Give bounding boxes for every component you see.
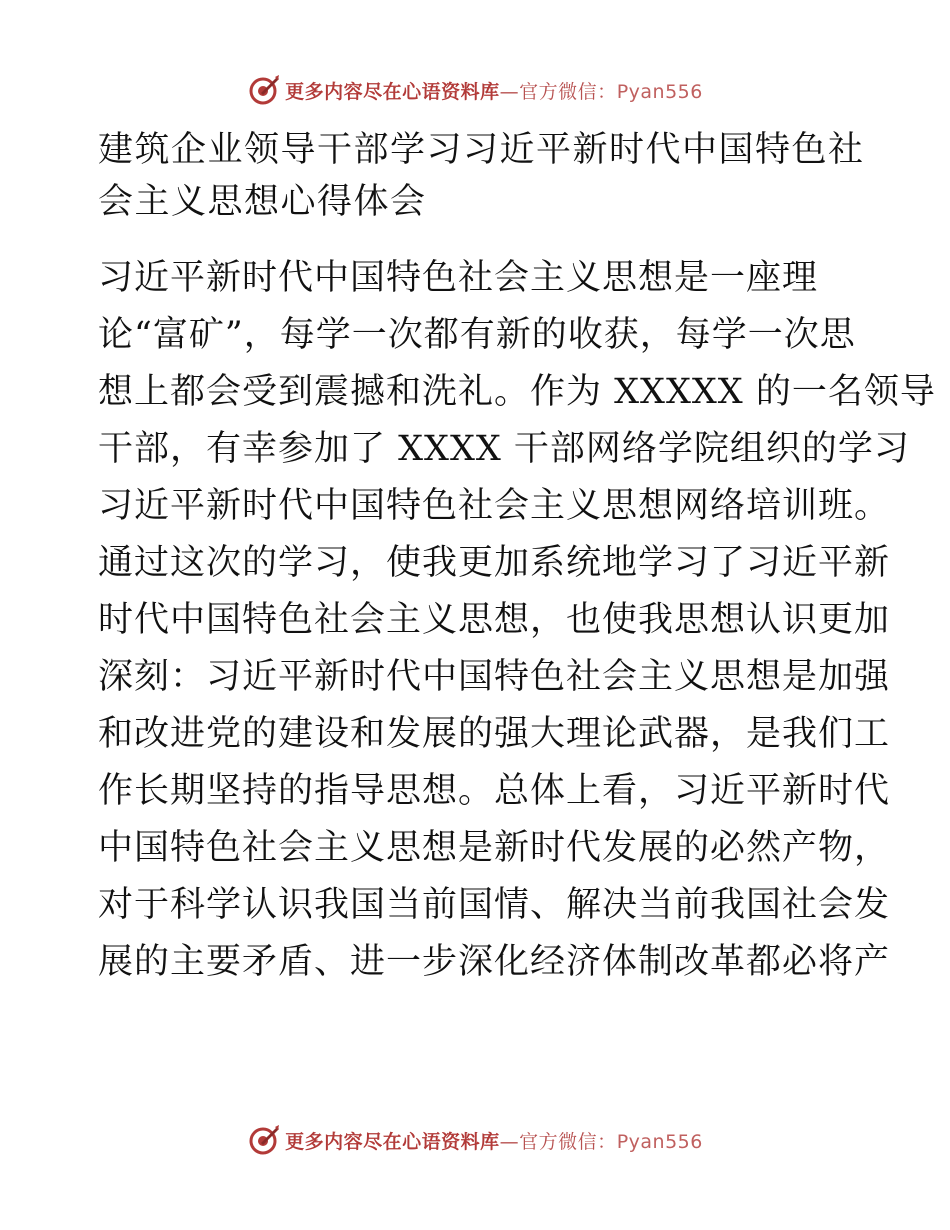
watermark-wechat-id: Pyan556: [616, 80, 703, 103]
body-line: 和改进党的建设和发展的强大理论武器，是我们工: [98, 714, 891, 754]
watermark-brand: 更多内容尽在心语资料库: [285, 80, 500, 103]
watermark-wechat-label: 官方微信：: [519, 1130, 617, 1153]
body-line: 干部，有幸参加了 XXXX 干部网络学院组织的学习: [98, 429, 910, 469]
watermark-wechat-id: Pyan556: [616, 1130, 703, 1153]
watermark-brand: 更多内容尽在心语资料库: [285, 1130, 500, 1153]
body-line: 展的主要矛盾、进一步深化经济体制改革都必将产: [98, 942, 891, 982]
header-watermark: [0, 70, 950, 110]
watermark-text: [285, 1127, 703, 1154]
body-line: 论“富矿”，每学一次都有新的收获，每学一次思: [98, 315, 856, 355]
document-title: [98, 124, 865, 228]
watermark-wechat-label: 官方微信：: [519, 80, 617, 103]
title-line: 建筑企业领导干部学习习近平新时代中国特色社: [98, 130, 865, 170]
body-line: 习近平新时代中国特色社会主义思想网络培训班。: [98, 486, 891, 526]
pen-logo-icon: [247, 1123, 281, 1157]
watermark-dash: —: [499, 1130, 520, 1153]
body-line: 对于科学认识我国当前国情、解决当前我国社会发: [98, 885, 891, 925]
body-line: 习近平新时代中国特色社会主义思想是一座理: [98, 258, 819, 298]
document-body: [98, 250, 936, 991]
footer-watermark: [0, 1120, 950, 1160]
pen-logo-icon: [247, 73, 281, 107]
watermark-dash: —: [499, 80, 520, 103]
body-line: 时代中国特色社会主义思想，也使我思想认识更加: [98, 600, 891, 640]
body-line: 作长期坚持的指导思想。总体上看，习近平新时代: [98, 771, 891, 811]
body-line: 深刻：习近平新时代中国特色社会主义思想是加强: [98, 657, 891, 697]
body-line: 想上都会受到震撼和洗礼。作为 XXXXX 的一名领导: [98, 372, 936, 412]
body-line: 中国特色社会主义思想是新时代发展的必然产物，: [98, 828, 891, 868]
body-line: 通过这次的学习，使我更加系统地学习了习近平新: [98, 543, 891, 583]
watermark-text: [285, 77, 703, 104]
title-line: 会主义思想心得体会: [98, 182, 427, 222]
